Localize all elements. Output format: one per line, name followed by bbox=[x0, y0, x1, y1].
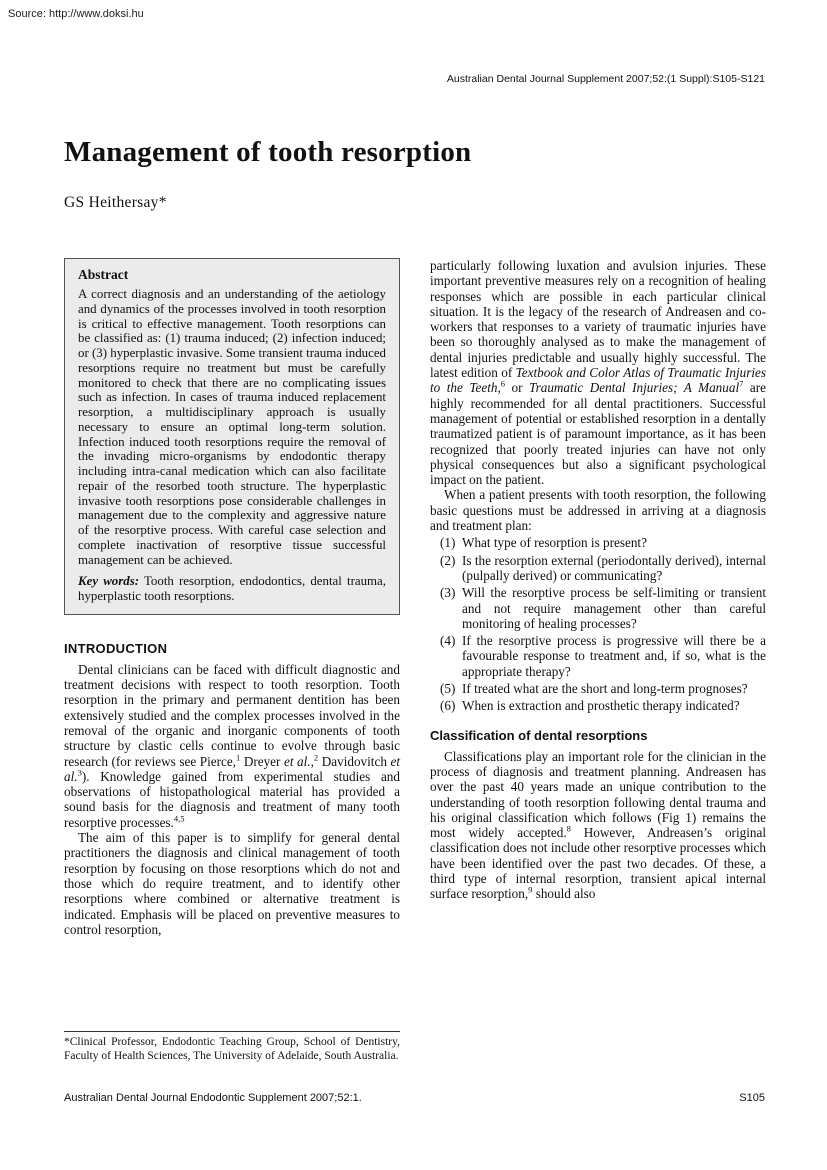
continuation-paragraph: particularly following luxation and avulsion injuries. These important preventive measures rely on a recognition of healing responses which are possible in each particular clinical situation. It is the legacy of the research of Andreasen and co-workers that responses to a variety of traumatic injuries have been so thoroughly analysed as to make the management of dental injuries predictable and usually highly successful. The latest edition of Textbook and Color Atlas of Traumatic Injuries to the Teeth,$^6$ or Traumatic Dental Injuries; A Manual$^7$ are highly recommended for all dental practitioners. Successful management of potential or established resorption in a dentally traumatized patient is of paramount importance, as it has been recognized that poorly treated injuries can have not only physical consequences but also a significant psychological impact on the patient. bbox=[430, 258, 766, 488]
question-text: If treated what are the short and long-term prognoses? bbox=[462, 681, 748, 697]
question-number: (5) bbox=[440, 681, 456, 697]
journal-header: Australian Dental Journal Supplement 2007;52:(1 Suppl):S105-S121 bbox=[446, 73, 765, 85]
question-number: (3) bbox=[440, 585, 456, 601]
question-item bbox=[430, 553, 766, 584]
question-number: (2) bbox=[440, 552, 456, 568]
keywords-text: Tooth resorption, endodontics, dental trauma, hyperplastic tooth resorptions. bbox=[78, 574, 386, 603]
article-title: Management of tooth resorption bbox=[64, 136, 472, 168]
introduction-paragraph-1: Dental clinicians can be faced with difficult diagnostic and treatment decisions with respect to tooth resorption. Tooth resorption in the primary and permanent dentition has been extensively studied and the complex processes involved in the removal of the organic and inorganic components of tooth structure by clastic cells continue to evolve through basic research (for reviews see Pierce,$^1$ Dreyer et al.,$^2$ Davidovitch et al.$^3$). Knowledge gained from experimental studies and observations of histopathological material has provided a sound basis for the diagnosis and treatment of many tooth resorptive processes.$^{4,5}$ bbox=[64, 661, 401, 830]
classification-heading: Classification of dental resorptions bbox=[430, 727, 648, 743]
introduction-paragraph-2: The aim of this paper is to simplify for general dental practitioners the diagnosis and clinical management of tooth resorption by focusing on those resorptions which do not and those which do require treatment, and to identify other resorptions where combined or alternative treatment is indicated. Emphasis will be placed on preventive measures to control resorption, bbox=[64, 830, 400, 937]
page-number: S105 bbox=[739, 1092, 765, 1104]
question-text: When is extraction and prosthetic therapy indicated? bbox=[462, 698, 740, 714]
question-text: Is the resorption external (periodontally derived), internal (pulpally derived) or communicating? bbox=[462, 552, 766, 583]
author-footnote: *Clinical Professor, Endodontic Teaching Group, School of Dentistry, Faculty of Health Sciences, The University of Adelaide, South Australia. bbox=[64, 1031, 400, 1063]
abstract-box bbox=[64, 258, 400, 615]
questions-list bbox=[430, 535, 766, 713]
right-column bbox=[430, 258, 766, 902]
question-text: If the resorptive process is progressive will there be a favourable response to treatment and, if so, what is the appropriate therapy? bbox=[462, 633, 766, 679]
keywords-label: Key words: bbox=[78, 574, 140, 589]
source-note: Source: http://www.doksi.hu bbox=[8, 8, 144, 20]
question-number: (6) bbox=[440, 698, 456, 714]
question-item bbox=[430, 535, 766, 550]
question-item bbox=[430, 681, 766, 696]
introduction-heading: INTRODUCTION bbox=[64, 640, 168, 656]
question-item bbox=[430, 585, 766, 631]
abstract-keywords bbox=[78, 574, 386, 604]
question-number: (4) bbox=[440, 633, 456, 649]
question-text: What type of resorption is present? bbox=[462, 535, 647, 551]
question-item bbox=[430, 633, 766, 679]
abstract-body: A correct diagnosis and an understanding of the aetiology and dynamics of the processes involved in tooth resorption is critical to effective management. Tooth resorptions can be classified as: (1) trauma induced; (2) infection induced; or (3) hyperplastic invasive. Some transient trauma induced resorptions require no treatment but must be carefully monitored to check that there are no complicating issues such as infection. In cases of trauma induced replacement resorption, a multidisciplinary approach is usually necessary to ensure an optimal long-term solution. Infection induced tooth resorptions require the removal of the invading micro-organisms by endodontic therapy including intra-canal medication which can also facilitate repair of the resorbed tooth structure. The hyperplastic invasive tooth resorptions pose considerable challenges in management due to the complexity and aggressive nature of the resorptive process. With careful case selection and complete inactivation of resorptive tissue successful management can be achieved. bbox=[78, 287, 386, 567]
question-number: (1) bbox=[440, 535, 456, 551]
question-item bbox=[430, 698, 766, 713]
abstract-heading: Abstract bbox=[78, 267, 129, 282]
left-column bbox=[64, 258, 400, 937]
questions-intro-paragraph: When a patient presents with tooth resorption, the following basic questions must be addressed in arriving at a diagnosis and treatment plan: bbox=[430, 487, 766, 534]
question-text: Will the resorptive process be self-limiting or transient and not require management other than careful monitoring of healing processes? bbox=[462, 585, 766, 631]
author-name: GS Heithersay* bbox=[64, 194, 167, 211]
classification-paragraph: Classifications play an important role for the clinician in the process of diagnosis and treatment planning. Andreasen has over the past 40 years made an unique contribution to the understanding of tooth resorption following dental trauma and his original classification which follows (Fig 1) remains the most widely accepted.$^8$ However, Andreasen’s original classification does not include other resorptive processes which have been identified over the past two decades. Of these, a third type of internal resorption, transient apical internal surface resorption,$^9$ should also bbox=[430, 748, 766, 902]
footer-journal-line: Australian Dental Journal Endodontic Supplement 2007;52:1. bbox=[64, 1092, 362, 1104]
